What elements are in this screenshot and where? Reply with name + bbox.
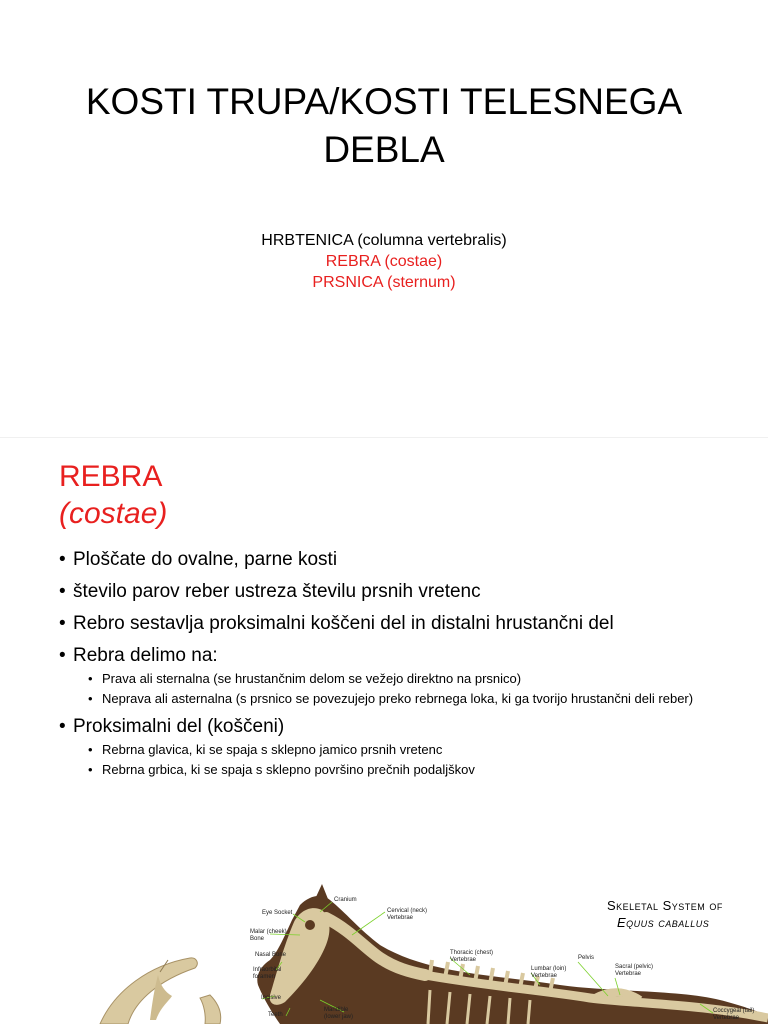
label-malar: Malar (cheek) [250,929,287,935]
label-cervical-2: Vertebrae [387,915,414,921]
figure-title [607,897,723,931]
label-thoracic: Thoracic (chest) [450,950,494,956]
label-eye-socket: Eye Socket [262,910,293,916]
slide2-heading [59,458,167,532]
label-mandible: Mandible [324,1007,349,1013]
sub-bullet-item: • Neprava ali asternalna (s prsnico se povezujejo preko rebrnega loka, ki ga tvorijo hrustančni deli reber) [73,691,739,707]
sub-bullet-item: • Rebrna grbica, ki se spaja s sklepno površino prečnih podaljškov [73,762,739,778]
label-lumbar-2: Vertebrae [531,973,558,979]
sub-bullet-list [73,742,739,778]
bullet-text: Proksimalni del (koščeni) [73,716,285,737]
subtitle-item: PRSNICA (sternum) [312,274,456,291]
title-line-2: DEBLA [323,129,445,170]
label-pelvis: Pelvis [578,955,595,961]
label-teeth: Teeth [268,1012,283,1018]
label-cervical: Cervical (neck) [387,908,428,914]
slide-divider [0,437,768,438]
heading-latin: (costae) [59,497,168,530]
label-sacral: Sacral (pelvic) [615,964,654,970]
label-lumbar: Lumbar (loin) [531,966,567,972]
label-nasal-bone: Nasal Bone [255,952,287,958]
bullet-item [59,612,739,636]
bullet-item [59,715,739,778]
bullet-text: Rebro sestavlja proksimalni koščeni del in distalni hrustančni del [73,613,614,634]
bullet-item [59,644,739,707]
label-sacral-2: Vertebrae [615,971,642,977]
figure-title-line-2: Equus caballus [617,915,710,930]
label-incisive: Incisive [261,995,282,1001]
title-line-1: KOSTI TRUPA/KOSTI TELESNEGA [85,81,683,122]
figure-title-line-1: Skeletal System of [607,898,723,913]
bullet-text: Rebra delimo na: [73,645,218,666]
rib-bone-image [100,958,221,1024]
slide1-title [0,78,768,174]
bullet-item [59,548,739,572]
bullet-text: število parov reber ustreza številu prsnih vretenc [73,581,481,602]
label-malar-2: Bone [250,936,265,942]
label-infraorbital-2: foramen [253,974,276,980]
label-coccygeal-2: Vertebrae [713,1015,740,1021]
subtitle-item: HRBTENICA (columna vertebralis) [261,232,507,249]
bullet-item [59,580,739,604]
subtitle-item: REBRA (costae) [325,253,443,270]
label-infraorbital: Infraorbital [253,967,282,973]
label-coccygeal: Coccygeal (tail) [713,1008,755,1014]
sub-bullet-list [73,671,739,707]
slide1-subtitle [0,230,768,293]
heading-text: REBRA [59,460,163,493]
sub-bullet-item: • Rebrna glavica, ki se spaja s sklepno jamico prsnih vretenc [73,742,739,758]
bullet-text: Ploščate do ovalne, parne kosti [73,549,338,570]
bullet-list [59,548,739,786]
label-mandible-2: (lower jaw) [324,1014,354,1020]
sub-bullet-item: • Prava ali sternalna (se hrustančnim delom se vežejo direktno na prsnico) [73,671,739,687]
label-thoracic-2: Vertebrae [450,957,477,963]
label-cranium: Cranium [334,897,357,903]
